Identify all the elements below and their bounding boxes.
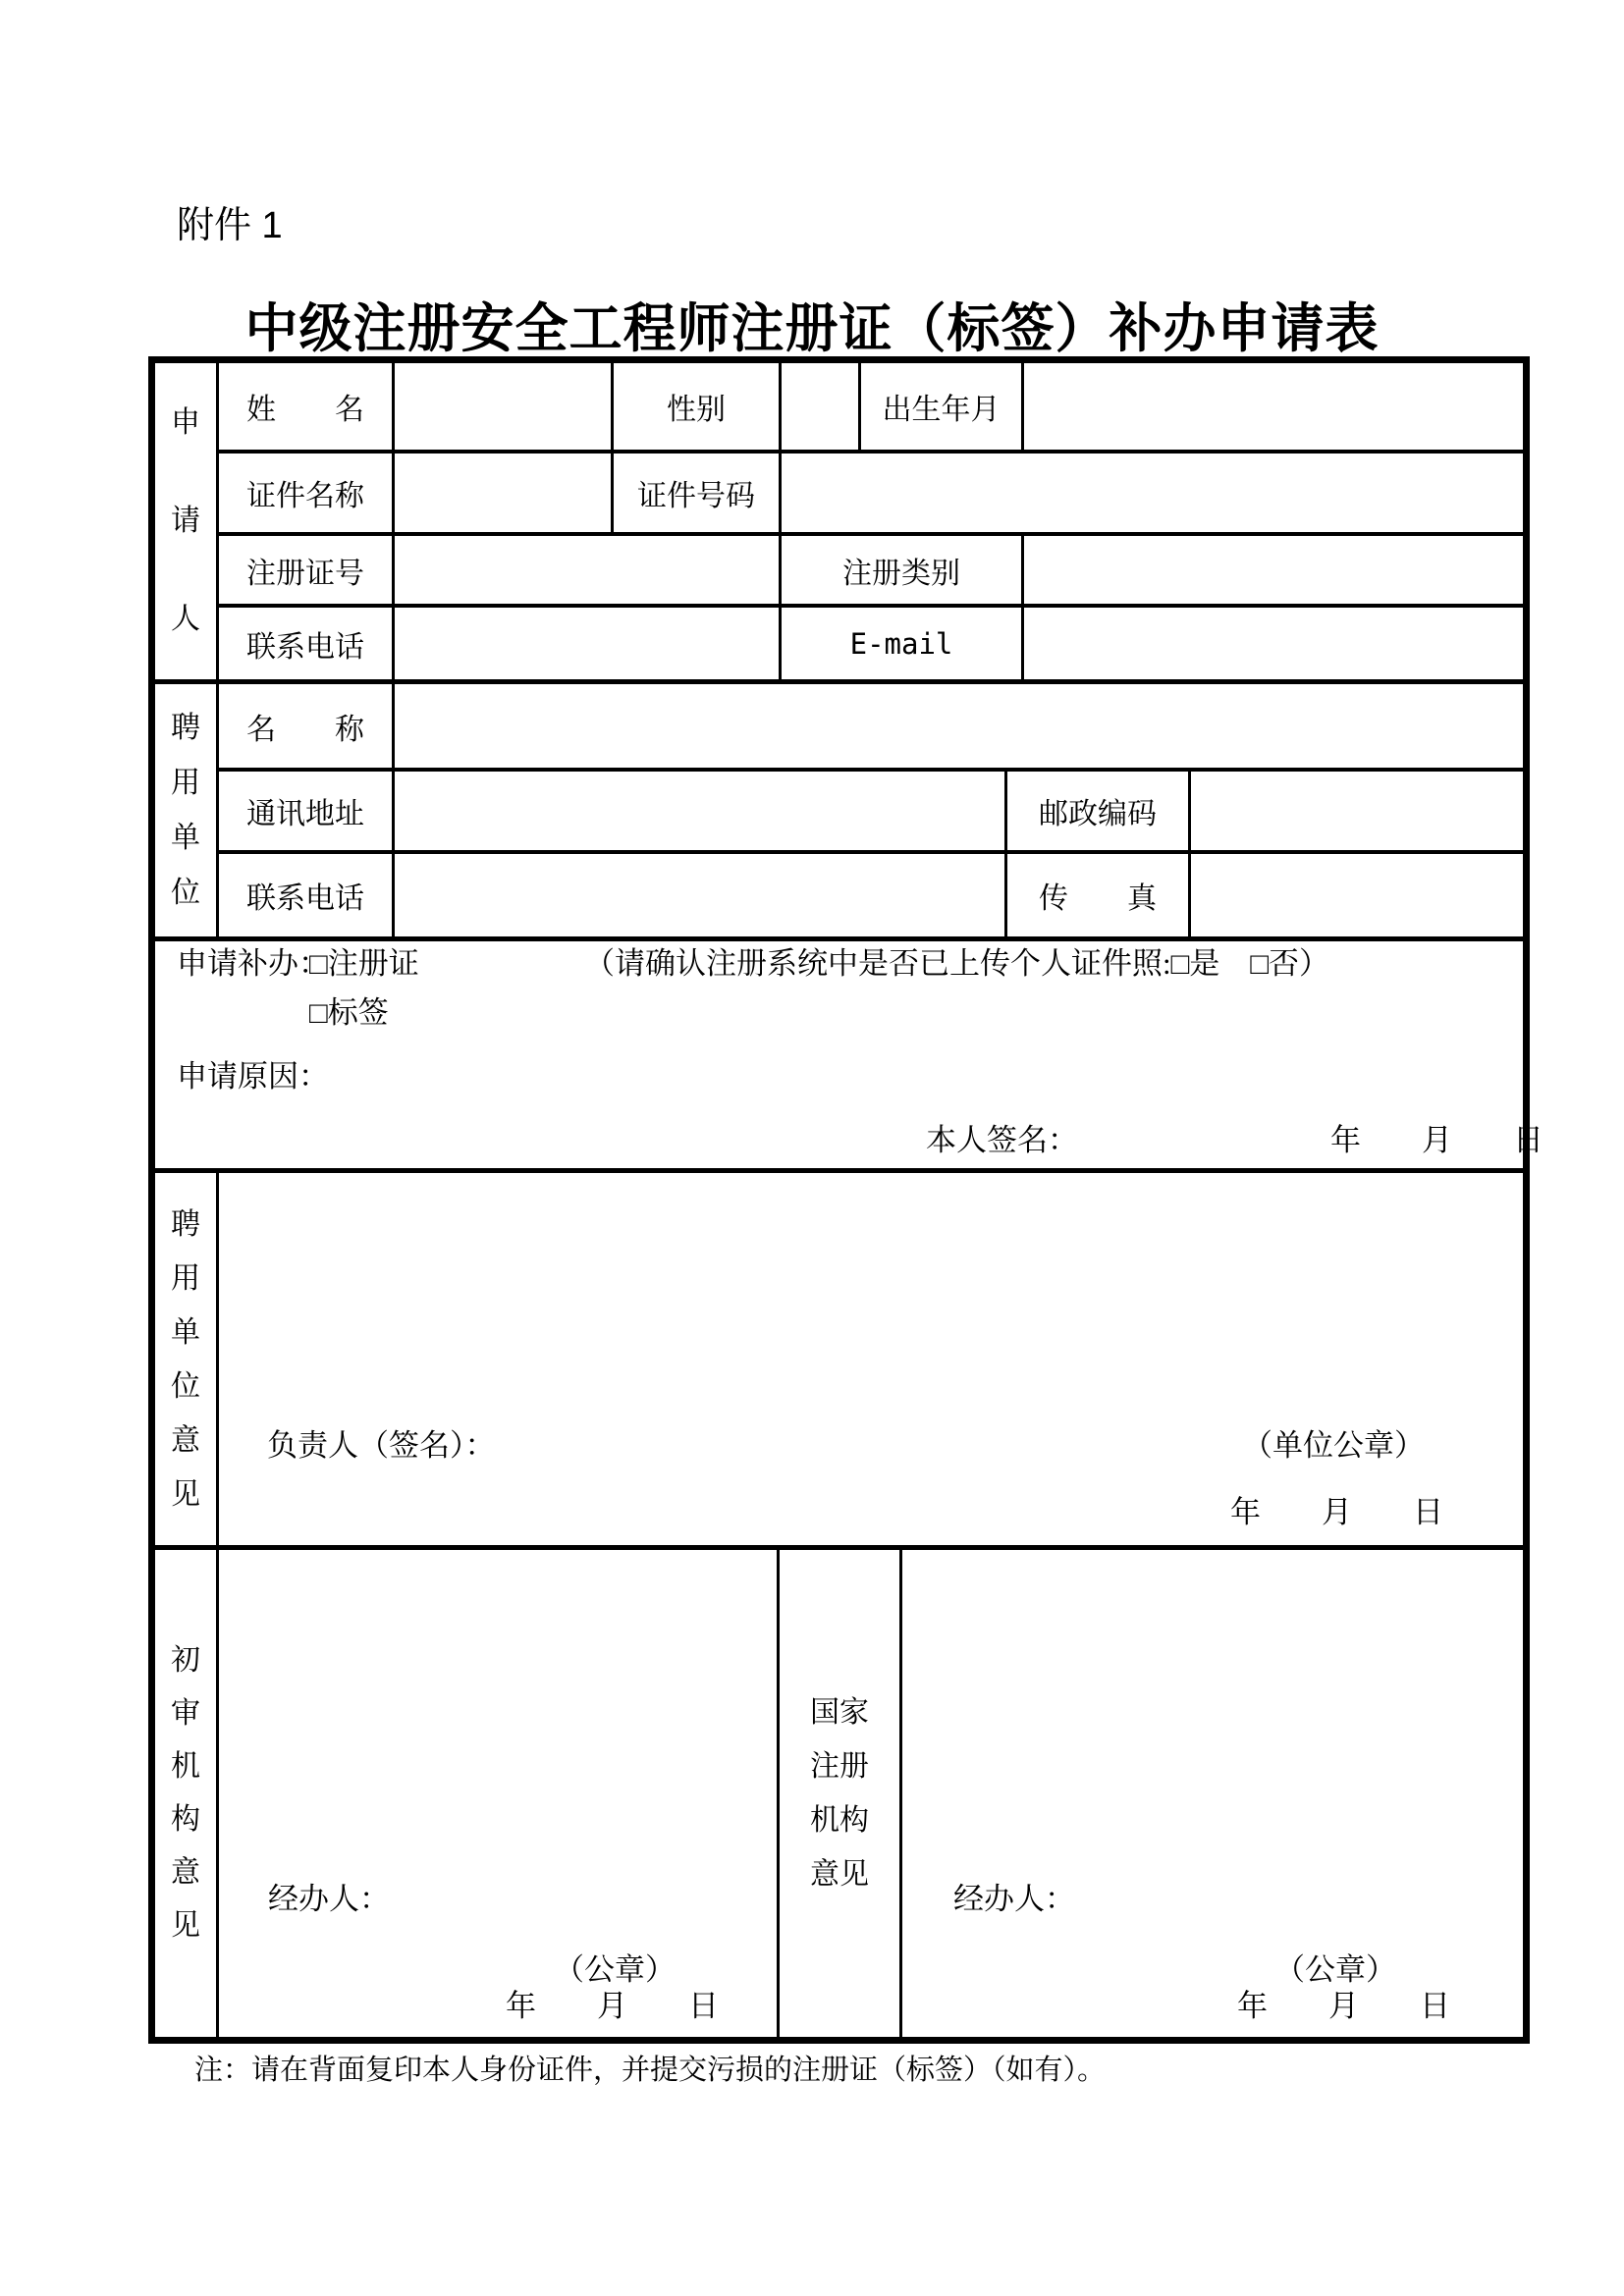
id-type-label: 证件名称 <box>246 480 364 512</box>
table-row <box>219 684 1523 768</box>
signature-date: 年 月 日 <box>1330 1123 1543 1157</box>
reg-category-input-cell[interactable] <box>1021 536 1523 604</box>
id-number-input-cell[interactable] <box>779 454 1523 532</box>
applicant-section-label-cell <box>155 363 219 679</box>
footnote: 注：请在背面复印本人身份证件，并提交污损的注册证（标签）（如有）。 <box>194 2055 1107 2086</box>
employer-name-label: 名 称 <box>246 713 364 746</box>
table-row <box>219 363 1523 450</box>
photo-upload-note[interactable]: （请确认注册系统中是否已上传个人证件照:□是 □否） <box>584 946 1330 981</box>
birth-label: 出生年月 <box>858 363 1021 450</box>
address-label: 通讯地址 <box>246 798 364 830</box>
applicant-phone-label: 联系电话 <box>246 630 364 664</box>
initial-operator-label: 经办人： <box>268 1882 390 1916</box>
gender-label: 性别 <box>611 363 779 450</box>
applicant-section <box>155 363 1523 679</box>
table-row <box>219 604 1523 679</box>
email-input-cell[interactable] <box>1021 608 1523 679</box>
cert-checkbox-option[interactable]: □注册证 <box>309 946 419 981</box>
postcode-input-cell[interactable] <box>1188 772 1523 850</box>
applicant-phone-input-cell[interactable] <box>392 608 779 679</box>
reg-no-input-cell[interactable] <box>392 536 779 604</box>
fax-label: 传 真 <box>1004 854 1188 936</box>
national-operator-label: 经办人： <box>953 1882 1075 1916</box>
table-row <box>219 450 1523 532</box>
reason-label: 申请原因： <box>177 1059 329 1094</box>
review-section <box>155 1545 1523 2037</box>
initial-seal-label: （公章） <box>554 1952 676 1987</box>
national-review-area[interactable] <box>902 1550 1523 2037</box>
employer-opinion-label: 聘用单位意见 <box>171 1207 200 1511</box>
employer-opinion-label-cell <box>155 1173 219 1545</box>
name-input-cell[interactable] <box>392 363 611 450</box>
signature-label: 本人签名： <box>926 1123 1078 1157</box>
national-review-label-cell <box>777 1550 902 2037</box>
initial-review-area[interactable] <box>219 1550 777 2037</box>
initial-review-date: 年 月 日 <box>506 1989 719 2023</box>
fax-input-cell[interactable] <box>1188 854 1523 936</box>
employer-opinion-date: 年 月 日 <box>1230 1495 1443 1529</box>
table-row <box>219 532 1523 604</box>
national-seal-label: （公章） <box>1274 1952 1396 1987</box>
id-type-input-cell[interactable] <box>392 454 611 532</box>
table-row <box>219 850 1523 936</box>
employer-section <box>155 679 1523 936</box>
employer-phone-input-cell[interactable] <box>392 854 1004 936</box>
employer-section-label-cell <box>155 684 219 936</box>
gender-input-cell[interactable] <box>779 363 858 450</box>
employer-phone-label: 联系电话 <box>246 882 364 915</box>
initial-review-label-cell <box>155 1550 219 2037</box>
unit-seal-label: （单位公章） <box>1242 1428 1425 1463</box>
email-label: E-mail <box>779 608 1021 679</box>
national-review-date: 年 月 日 <box>1237 1989 1450 2023</box>
employer-opinion-section <box>155 1168 1523 1545</box>
form-title: 中级注册安全工程师注册证（标签）补办申请表 <box>244 299 1380 358</box>
reg-category-label: 注册类别 <box>779 536 1021 604</box>
applicant-section-label: 申请人 <box>171 406 200 635</box>
label-checkbox-option[interactable]: □标签 <box>309 995 389 1030</box>
request-prefix: 申请补办： <box>177 946 329 981</box>
employer-name-input-cell[interactable] <box>392 684 1523 768</box>
national-review-label: 国家注册机构意见 <box>810 1696 869 1891</box>
address-input-cell[interactable] <box>392 772 1004 850</box>
responsible-sign-label: 负责人（签名）： <box>267 1428 496 1463</box>
employer-section-label: 聘用单位 <box>171 711 200 909</box>
table-row <box>219 768 1523 850</box>
postcode-label: 邮政编码 <box>1004 772 1188 850</box>
name-label: 姓 名 <box>246 394 364 426</box>
birth-input-cell[interactable] <box>1021 363 1523 450</box>
application-form-table <box>148 356 1543 2044</box>
employer-opinion-area[interactable] <box>219 1173 1523 1545</box>
id-number-label: 证件号码 <box>611 454 779 532</box>
initial-review-label: 初审机构意见 <box>171 1644 200 1942</box>
attachment-label: 附件 1 <box>177 205 283 246</box>
reg-no-label: 注册证号 <box>246 557 364 590</box>
request-section <box>155 936 1543 1168</box>
